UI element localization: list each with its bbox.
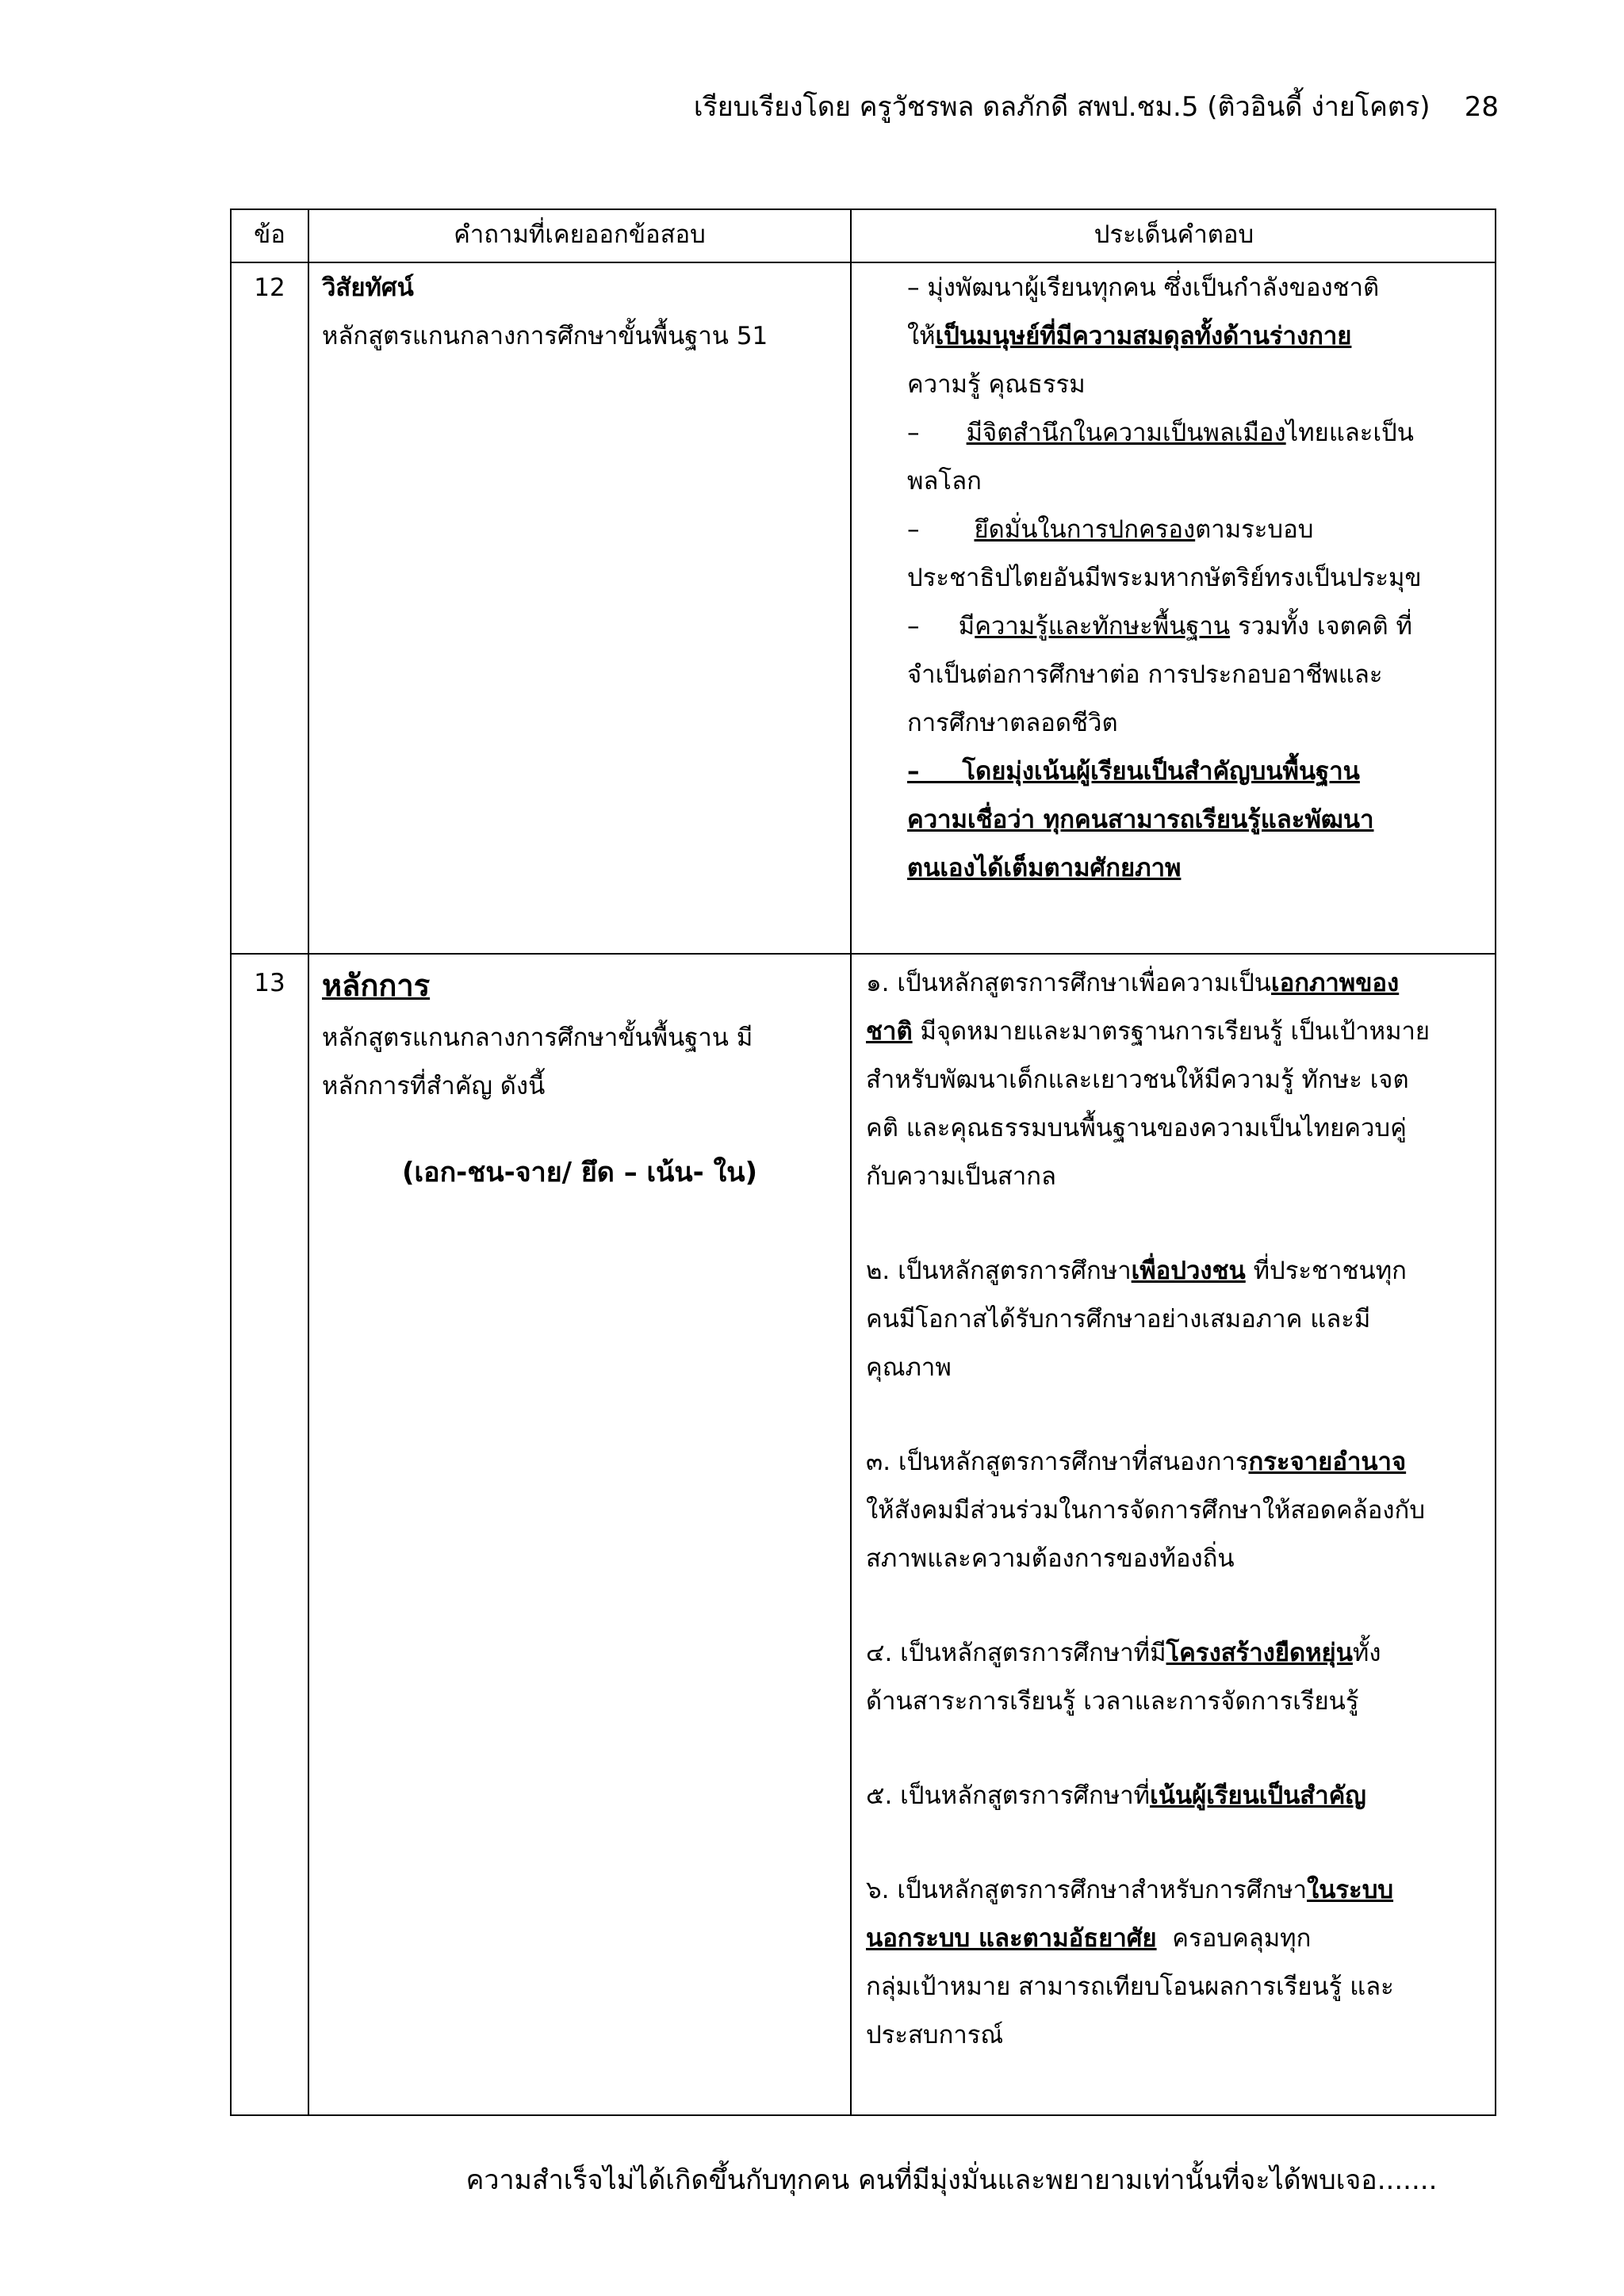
- text-run: ทั้ง: [1352, 1639, 1381, 1667]
- text-run: –: [907, 419, 967, 447]
- principle-line: [866, 1629, 1492, 1678]
- emphasis-unity: เอกภาพของ: [1270, 969, 1400, 997]
- row-12-answer-line: ประชาธิปไตยอันมีพระมหากษัตริย์ทรงเป็นประมุข: [907, 564, 1422, 592]
- emphasis-basic-skills: ความรู้และทักษะพื้นฐาน: [975, 612, 1231, 641]
- emphasis-nation: ชาติ: [866, 1017, 913, 1046]
- emphasis-for-all: เพื่อปวงชน: [1131, 1257, 1246, 1285]
- principle-line: [866, 1438, 1492, 1487]
- row-12-answer-line: พลโลก: [907, 467, 982, 496]
- principle-line: [866, 959, 1492, 1008]
- row-12-answer-line: [907, 603, 1494, 651]
- column-divider: [850, 210, 852, 2114]
- principle-line: สำหรับพัฒนาเด็กและเยาวชนให้มีความรู้ ทักษะ เจต: [866, 1066, 1409, 1094]
- emphasis-learner-centered: เน้นผู้เรียนเป็นสำคัญ: [1150, 1781, 1366, 1810]
- row-12-answer-line: [907, 312, 1494, 361]
- column-header-answer: ประเด็นคำตอบ: [1094, 220, 1254, 249]
- row-13-question-title: หลักการ: [322, 968, 431, 1003]
- text-run: ไทยและเป็น: [1285, 419, 1414, 447]
- principle-line: [866, 1915, 1492, 1963]
- column-header-question: คำถามที่เคยออกข้อสอบ: [454, 220, 706, 249]
- principle-4: [866, 1629, 1492, 1726]
- column-divider: [308, 210, 309, 2114]
- row-12-answer-line: จำเป็นต่อการศึกษาต่อ การประกอบอาชีพและ: [907, 660, 1383, 689]
- row-13-question: [322, 957, 837, 1197]
- column-header-number: ข้อ: [254, 220, 285, 249]
- emphasis-formal: ในระบบ: [1307, 1876, 1394, 1904]
- principle-line: ให้สังคมมีส่วนร่วมในการจัดการศึกษาให้สอดคล้องกับ: [866, 1496, 1425, 1525]
- row-12-answer-line: การศึกษาตลอดชีวิต: [907, 709, 1118, 737]
- row-12-question-title: วิสัยทัศน์: [322, 274, 414, 302]
- text-run: ให้: [907, 322, 936, 350]
- emphasis-flexible: โครงสร้างยืดหยุ่น: [1166, 1639, 1353, 1667]
- principle-line: ด้านสาระการเรียนรู้ เวลาและการจัดการเรียนรู้: [866, 1687, 1359, 1716]
- text-run: – มี: [907, 612, 975, 641]
- row-12-answer-line: [907, 506, 1494, 554]
- principle-line: คนมีโอกาสได้รับการศึกษาอย่างเสมอภาค และมี: [866, 1305, 1371, 1334]
- row-12-answer-line: – มุ่งพัฒนาผู้เรียนทุกคน ซึ่งเป็นกำลังของชาติ: [907, 274, 1380, 302]
- row-13-answer: [866, 959, 1492, 2106]
- row-13-question-text: หลักสูตรแกนกลางการศึกษาขั้นพื้นฐาน มี: [322, 1024, 753, 1052]
- text-run: ตามระบอบ: [1195, 515, 1314, 544]
- text-run: –: [907, 515, 975, 544]
- text-run: มีจุดหมายและมาตรฐานการเรียนรู้ เป็นเป้าหมาย: [912, 1017, 1431, 1046]
- principle-line: สภาพและความต้องการของท้องถิ่น: [866, 1544, 1235, 1573]
- text-run: ครอบคลุมทุก: [1156, 1924, 1312, 1953]
- row-12-answer-line: [907, 409, 1494, 457]
- page-footer: ความสำเร็จไม่ได้เกิดขึ้นกับทุกคน คนที่มีมุ่งมั่นและพยายามเท่านั้นที่จะได้พบเจอ.......: [465, 2164, 1438, 2196]
- principle-line: กับความเป็นสากล: [866, 1162, 1056, 1191]
- principle-line: ประสบการณ์: [866, 2021, 1004, 2049]
- row-13-question-text: หลักการที่สำคัญ ดังนี้: [322, 1072, 546, 1100]
- qa-table: [230, 209, 1496, 2116]
- principle-line: [866, 1772, 1492, 1820]
- row-12-question-text: หลักสูตรแกนกลางการศึกษาขั้นพื้นฐาน 51: [322, 322, 768, 350]
- principle-3: [866, 1438, 1492, 1583]
- principle-6: [866, 1866, 1492, 2060]
- principle-line: คุณภาพ: [866, 1353, 952, 1382]
- emphasis-citizenship: มีจิตสำนึกในความเป็นพลเมือง: [966, 419, 1286, 447]
- text-run: ที่ประชาชนทุก: [1245, 1257, 1407, 1285]
- text-run: รวมทั้ง เจตคติ ที่: [1230, 612, 1412, 641]
- text-run: ๒. เป็นหลักสูตรการศึกษา: [866, 1257, 1132, 1285]
- text-run: ๕. เป็นหลักสูตรการศึกษาที่: [866, 1781, 1151, 1810]
- row-13-number: 13: [254, 969, 285, 997]
- principle-line: กลุ่มเป้าหมาย สามารถเทียบโอนผลการเรียนรู้ และ: [866, 1973, 1394, 2001]
- emphasis-nonformal: นอกระบบ และตามอัธยาศัย: [866, 1924, 1157, 1953]
- principle-2: [866, 1247, 1492, 1392]
- header-text: เรียบเรียงโดย ครูวัชรพล ดลภักดี สพป.ชม.5 (ติวอินดี้ ง่ายโคตร): [693, 91, 1431, 123]
- text-run: ๓. เป็นหลักสูตรการศึกษาที่สนองการ: [866, 1448, 1249, 1476]
- text-run: ๔. เป็นหลักสูตรการศึกษาที่มี: [866, 1639, 1166, 1667]
- text-run: ๑. เป็นหลักสูตรการศึกษาเพื่อความเป็น: [866, 969, 1271, 997]
- row-12-number: 12: [254, 274, 285, 302]
- principle-1: [866, 959, 1492, 1201]
- principle-line: [866, 1008, 1492, 1056]
- page-number: 28: [1464, 91, 1499, 123]
- row-12-answer-line: ตนเองได้เต็มตามศักยภาพ: [907, 854, 1182, 882]
- text-run: ๖. เป็นหลักสูตรการศึกษาสำหรับการศึกษา: [866, 1876, 1308, 1904]
- row-12-answer-line: ความเชื่อว่า ทุกคนสามารถเรียนรู้และพัฒนา: [907, 806, 1374, 834]
- row-12-answer: [907, 264, 1494, 893]
- principle-line: คติ และคุณธรรมบนพื้นฐานของความเป็นไทยควบคู่: [866, 1114, 1407, 1142]
- row-13-mnemonic: (เอก-ชน-จาย/ ยึด – เน้น- ใน): [401, 1157, 757, 1188]
- principle-line: [866, 1866, 1492, 1915]
- principle-line: [866, 1247, 1492, 1295]
- emphasis-democracy: ยึดมั่นในการปกครอง: [974, 515, 1196, 544]
- page-header: [555, 83, 1499, 131]
- principle-5: [866, 1772, 1492, 1820]
- row-12-question: [322, 264, 837, 361]
- row-12-answer-line: ความรู้ คุณธรรม: [907, 370, 1086, 399]
- row-divider: [232, 953, 1495, 955]
- row-divider: [232, 262, 1495, 263]
- emphasis-balanced-human: เป็นมนุษย์ที่มีความสมดุลทั้งด้านร่างกาย: [935, 322, 1352, 350]
- emphasis-decentralization: กระจายอำนาจ: [1248, 1448, 1407, 1476]
- row-12-answer-line: – โดยมุ่งเน้นผู้เรียนเป็นสำคัญบนพื้นฐาน: [907, 757, 1360, 786]
